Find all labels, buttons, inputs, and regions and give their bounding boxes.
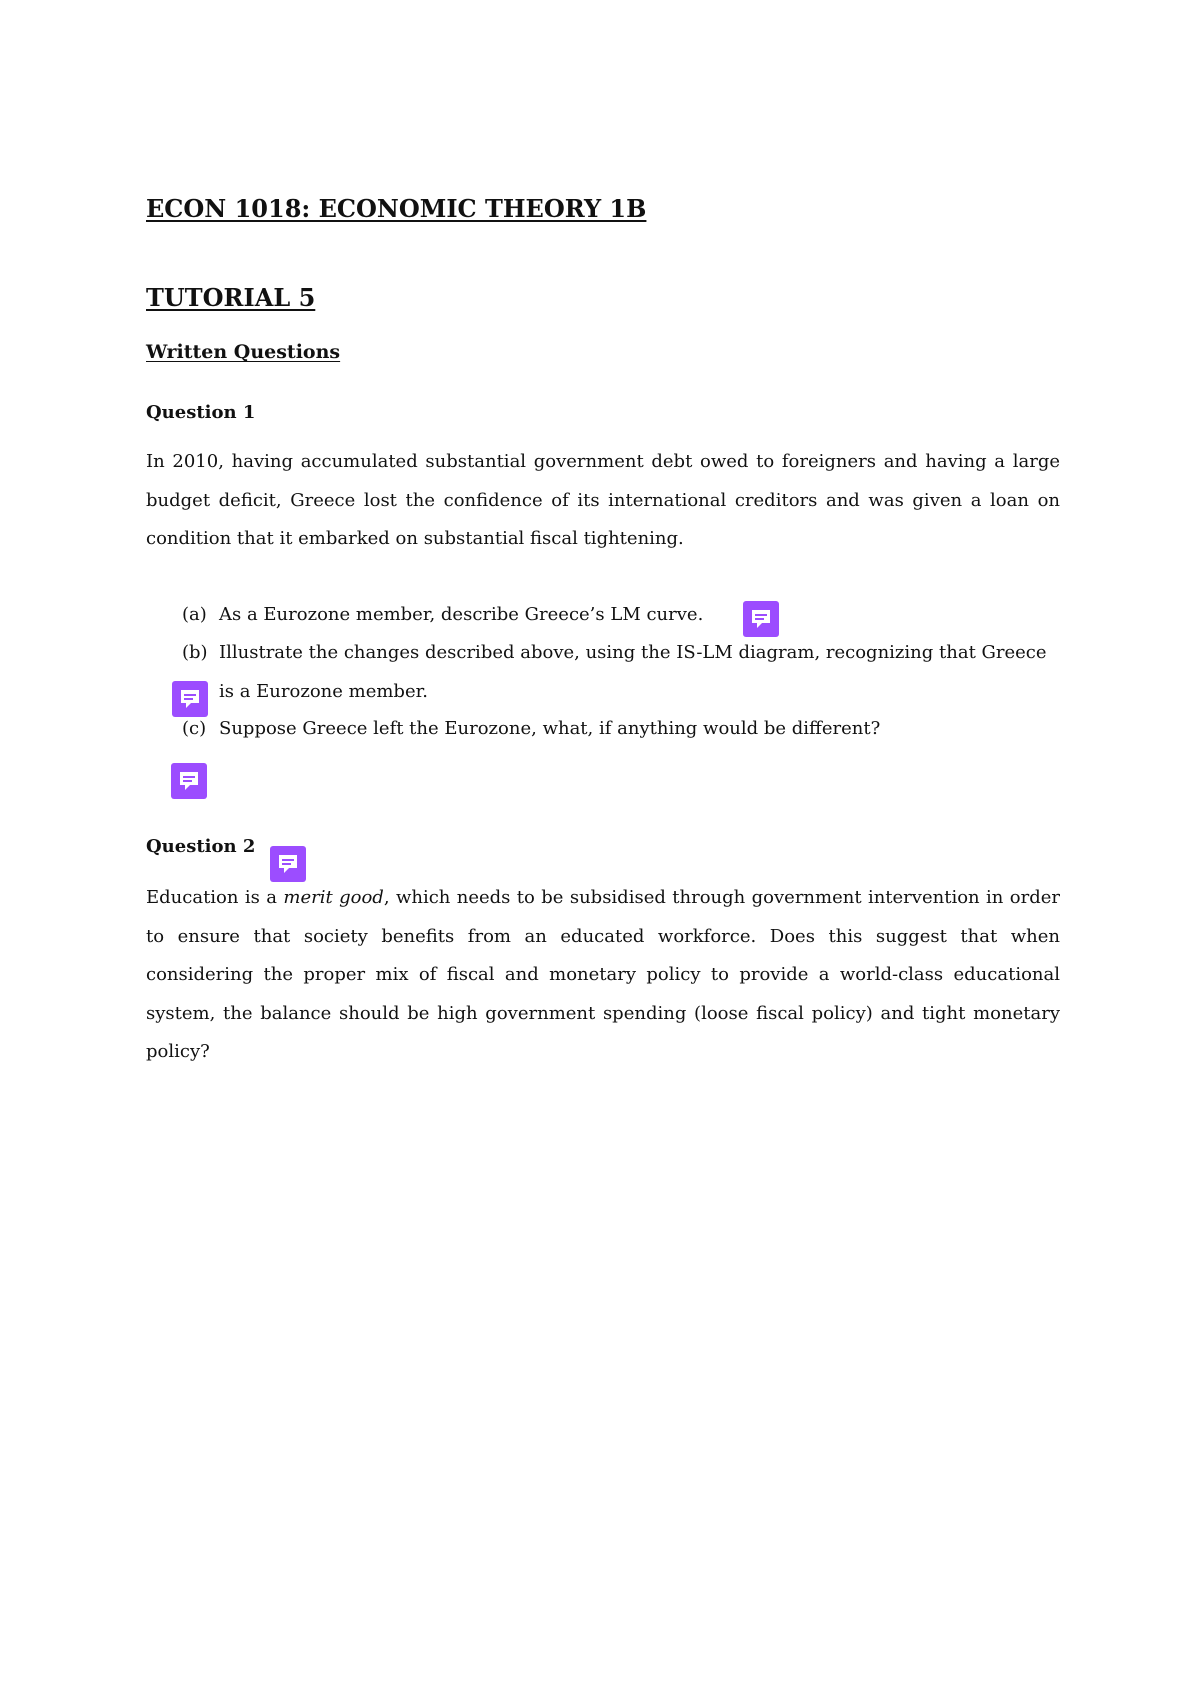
question-2-title: Question 2	[146, 836, 256, 857]
speech-bubble-icon	[179, 688, 201, 710]
course-title: ECON 1018: ECONOMIC THEORY 1B	[146, 194, 647, 223]
speech-bubble-icon	[277, 853, 299, 875]
subquestion-text: Illustrate the changes described above, using the IS-LM diagram, recognizing that Greece is a Eurozone member.	[219, 642, 1047, 702]
section-title: Written Questions	[146, 341, 341, 363]
subquestion-text: As a Eurozone member, describe Greece’s LM curve.	[219, 604, 704, 625]
comment-icon[interactable]	[270, 846, 306, 882]
subquestion-marker: (c)	[182, 718, 207, 739]
question-2-text-after: , which needs to be subsidised through government intervention in order to ensure that society benefits from an educated workforce. Does this suggest that when considering the proper mix of fiscal and monetary policy to provide a world-class educational system, the balance should be high government spending (loose fiscal policy) and tight monetary policy?	[146, 887, 1060, 1062]
question-2-text-before: Education is a	[146, 887, 284, 908]
question-1-title: Question 1	[146, 402, 256, 423]
question-1-text: In 2010, having accumulated substantial government debt owed to foreigners and having a large budget deficit, Greece lost the confidence of its international creditors and was given a loan on condition that it embarked on substantial fiscal tightening.	[146, 451, 1060, 549]
comment-icon[interactable]	[172, 681, 208, 717]
speech-bubble-icon	[750, 608, 772, 630]
subquestion-marker: (b)	[182, 642, 208, 663]
subquestion-text: Suppose Greece left the Eurozone, what, if anything would be different?	[219, 718, 881, 739]
comment-icon[interactable]	[171, 763, 207, 799]
merit-good-emphasis: merit good	[283, 887, 384, 908]
subquestion-c	[182, 710, 1060, 749]
comment-icon[interactable]	[743, 601, 779, 637]
subquestion-marker: (a)	[182, 604, 207, 625]
subquestion-b	[182, 634, 1060, 711]
subquestion-a	[182, 596, 1060, 635]
speech-bubble-icon	[178, 770, 200, 792]
tutorial-title: TUTORIAL 5	[146, 283, 316, 312]
question-2-text	[146, 879, 1060, 1072]
